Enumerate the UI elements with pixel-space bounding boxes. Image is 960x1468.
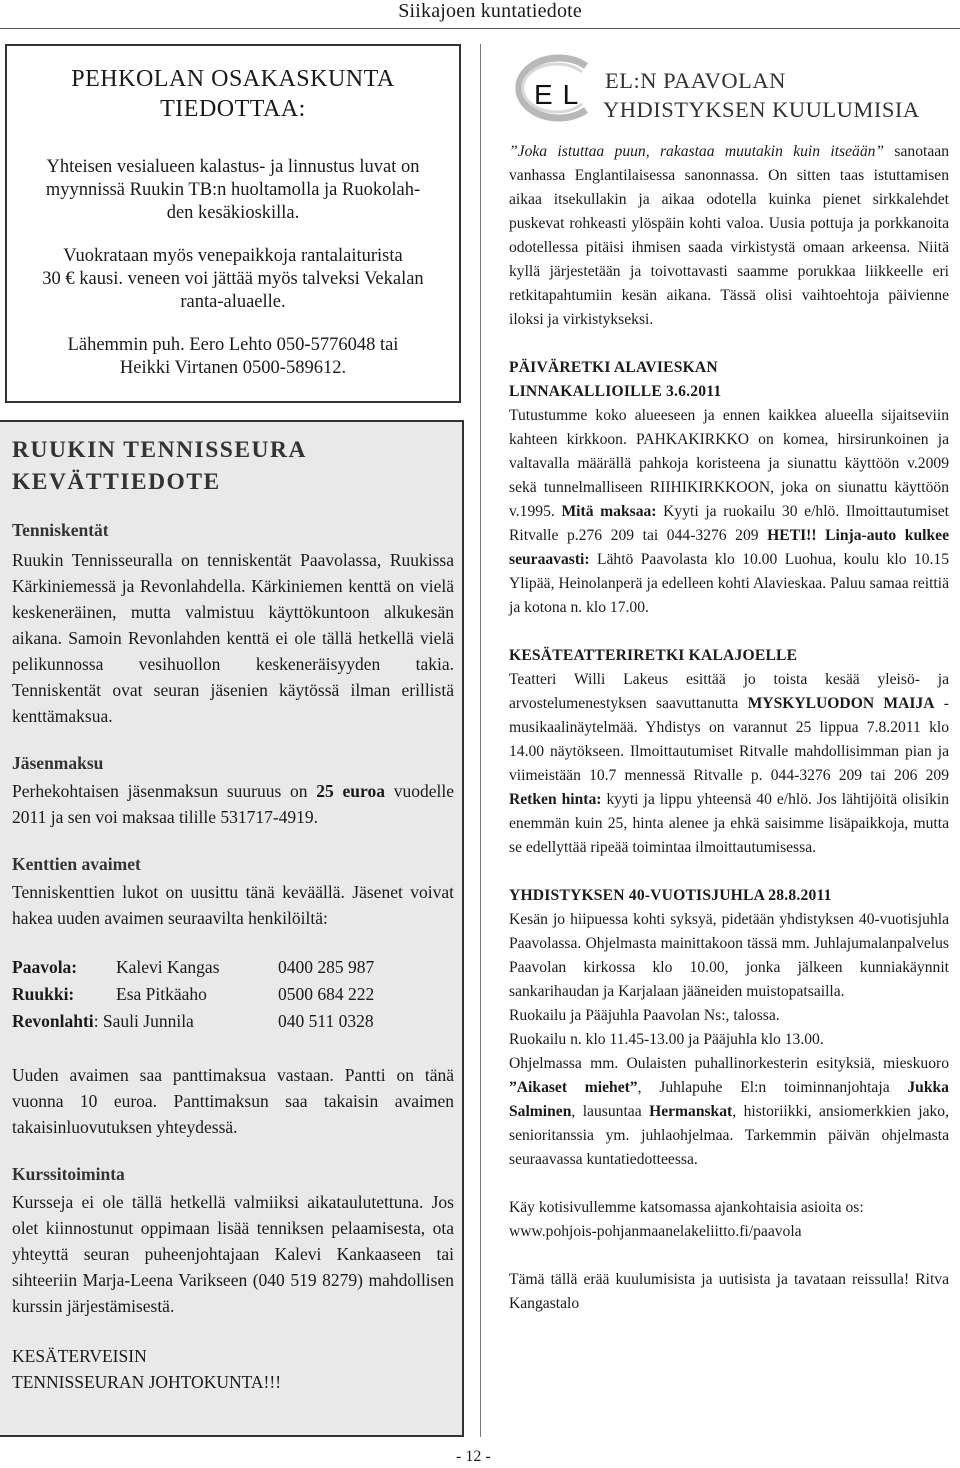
section-heading-membership: Jäsenmaksu — [12, 753, 104, 773]
key-person: Kalevi Kangas — [116, 957, 220, 977]
el-title — [603, 66, 920, 124]
bold-span: ”Aikaset miehet” — [509, 1079, 638, 1096]
text-line: Käy kotisivullemme katsomassa ajankohtaisia asioita os: — [509, 1199, 864, 1216]
text-span: Teatteri Willi Lakeus esittää jo toista kesää yleisö- ja arvostelumenestyksen saavuttanutta — [509, 671, 949, 712]
text-line: Vuokrataan myös venepaikkoja rantalaiturista — [63, 246, 403, 266]
section-heading-courses: Kurssitoiminta — [12, 1164, 125, 1184]
website-note — [509, 1196, 949, 1244]
text-line: Heikki Virtanen 0500-589612. — [119, 358, 347, 378]
text-line: TENNISSEURAN JOHTOKUNTA!!! — [12, 1372, 282, 1392]
el-column — [509, 140, 949, 1316]
el-logo-text: EL — [534, 79, 589, 110]
key-person: Esa Pitkäaho — [116, 984, 207, 1004]
bold-span: MYSKYLUODON MAIJA — [747, 695, 935, 712]
publication-title: Siikajoen kuntatiedote — [398, 0, 582, 22]
key-phone: 0500 684 222 — [278, 984, 375, 1004]
text-span: Ohjelmassa mm. Oulaisten puhallinorkesterin esityksiä, mieskuoro — [509, 1055, 949, 1072]
text-span: , Juhlapuhe El:n toiminnanjohtaja — [637, 1079, 908, 1096]
el-title-line1: EL:N PAAVOLAN — [605, 68, 786, 93]
tennis-closing — [12, 1343, 454, 1395]
text-span: sanotaan vanhassa Englantilaisessa sanonnassa. On sitten taas istuttamisen aikaa itsekullakin ja aikaa odotella kuinka pienet sirkkalehdet puskevat rohkeasti ylöspäin kohti valoa. Uusia pottuja ja porkkanoita odotellessa pitäisi ihmisen saada virkistystä omaan arkeensa. Niitä kyllä järjestetään ja toivottavasti saamme porukkaa liikkeelle eri retkitapahtumiin kesän aikana. Tässä olisi vaihtoehtoja päivienne iloksi ja virkistykseksi. — [509, 143, 949, 328]
bold-span: Jukka Salminen — [509, 1079, 949, 1120]
text-span: Tutustumme koko alueeseen ja ennen kaikkea alueella sijaitseviin kahteen kirkkoon. PAHKAKIRKKO on komea, hirsirunkoinen ja valtavalla määrällä pahkoja koristeena ja siunattu käyttöön v.2009 sekä tunnelmalliseen RIIHIKIRKKOON, joka on siunattu käyttöön v.1995. — [509, 407, 949, 520]
heading-anniversary: YHDISTYKSEN 40-VUOTISJUHLA 28.8.2011 — [509, 887, 832, 904]
table-row — [12, 957, 374, 984]
page-number: - 12 - — [456, 1448, 491, 1465]
bold-span: Hermanskat — [649, 1103, 733, 1120]
theatre-trip-text — [509, 668, 949, 860]
section-text-courts: Ruukin Tennisseuralla on tenniskentät Paavolassa, Ruukissa Kärkiniemessä ja Revonlahdella. Kärkiniemen kenttä on vielä keskeneräinen, mutta valmistuu käyttökuntoon alkukesän aikana. Samoin Revonlahden kenttä ei ole tällä hetkellä vielä pelikunnossa vesihuollon keskeneräisyyden takia. Tenniskentät ovat seuran jäsenien käytössä ilman erillistä kenttämaksua. — [12, 550, 454, 726]
text-line: 30 € kausi. veneen voi jättää myös talveksi Vekalan — [42, 269, 424, 289]
column-divider — [480, 44, 481, 1437]
text-line: den kesäkioskilla. — [166, 203, 300, 223]
text-line: myynnissä Ruukin TB:n huoltamolla ja Ruokolah- — [45, 180, 421, 200]
key-phone: 040 511 0328 — [278, 1011, 374, 1031]
key-place-person — [12, 1011, 278, 1038]
el-logo-graphic — [508, 48, 598, 128]
pehkola-title — [7, 64, 459, 124]
key-place: Paavola: — [12, 957, 78, 977]
el-logo — [508, 48, 598, 128]
bold-span: Mitä maksaa: — [561, 503, 657, 520]
table-row — [12, 1011, 374, 1038]
text-span: Lähtö Paavolasta klo 10.00 Luohua, koulu klo 10.15 Ylipää, Heinolanperä ja edelleen kohti Alavieskaa. Paluu samaa reittiä ja kotona n. klo 17.00. — [509, 551, 949, 616]
pehkola-contact — [7, 334, 459, 380]
table-row — [12, 984, 374, 1011]
anniversary-text-2: Ruokailu ja Pääjuhla Paavolan Ns:, talossa. — [509, 1007, 780, 1024]
text-span: , historiikki, ansiomerkkien jako, senioritanssia ym. juhlaohjelmaa. Tarkemmin päivän ohjelmasta seuraavassa kuntatiedotteessa. — [509, 1103, 949, 1168]
section-heading-keys: Kenttien avaimet — [12, 854, 141, 874]
tennis-title — [12, 434, 454, 498]
key-person: : Sauli Junnila — [93, 1011, 194, 1031]
text-line: KESÄTERVEISIN — [12, 1346, 147, 1366]
bold-span: HETI!! Linja-auto kulkee seuraavasti: — [509, 527, 949, 568]
text-span: vuodelle 2011 ja sen voi maksaa tilille 531717-4919. — [12, 781, 455, 827]
text-span: -musikaalinäytelmää. Yhdistys on varannut 25 lippua 7.8.2011 klo 14.00 näytökseen. Ilmoittautumiset Ritvalle mahdollisimman pian ja viimeistään 10.7 mennessä Ritvalle p. 044-3276 209 tai 206 209 — [509, 695, 949, 784]
key-place: Ruukki: — [12, 984, 75, 1004]
pehkola-paragraph-2 — [7, 245, 459, 314]
bold-span: Retken hinta: — [509, 791, 602, 808]
tennis-notice-box — [0, 420, 464, 1437]
text-span: kyyti ja lippu yhteensä 40 e/hlö. Jos lähtijöitä olisikin enemmän kuin 25, hinta alenee ja ehkä saisimme lisäpaikkoja, mutta se edellyttää ripeää toimintaa ilmoittautumisessa. — [509, 791, 949, 856]
tennis-title-line2: KEVÄTTIEDOTE — [12, 469, 221, 495]
text-line: LINNAKALLIOILLE 3.6.2011 — [509, 383, 722, 400]
anniversary-text-3: Ruokailu n. klo 11.45-13.00 ja Pääjuhla klo 13.00. — [509, 1031, 824, 1048]
text-span: Perhekohtaisen jäsenmaksun suuruus on — [12, 781, 317, 801]
website-url[interactable]: www.pohjois-pohjanmaanelakeliitto.fi/paavola — [509, 1223, 802, 1240]
tennis-title-line1: RUUKIN TENNISSEURA — [12, 437, 307, 463]
heading-theatre-trip: KESÄTEATTERIRETKI KALAJOELLE — [509, 647, 798, 664]
el-title-line2: YHDISTYKSEN KUULUMISIA — [603, 97, 920, 122]
section-text-deposit: Uuden avaimen saa panttimaksua vastaan. Pantti on tänä vuonna 10 euroa. Panttimaksun saa takaisin avaimen takaisinluovutuksen yhteydessä. — [12, 1065, 454, 1137]
text-line: PÄIVÄRETKI ALAVIESKAN — [509, 359, 718, 376]
pehkola-title-line2: TIEDOTTAA: — [160, 96, 306, 122]
pehkola-title-line1: PEHKOLAN OSAKASKUNTA — [71, 66, 395, 92]
text-line: Yhteisen vesialueen kalastus- ja linnustus luvat on — [46, 157, 420, 177]
text-line: Lähemmin puh. Eero Lehto 050-5776048 tai — [67, 335, 399, 355]
el-intro — [509, 140, 949, 332]
anniversary-text-1: Kesän jo hiipuessa kohti syksyä, pidetään yhdistyksen 40-vuotisjuhla Paavolassa. Ohjelmasta mainittakoon tässä mm. Juhlajumalanpalvelus Paavolan kirkossa klo 10.00, jonka jälkeen kunniakäynnit sankarihaudan ja Karjalaan jääneiden muistopatsailla. — [509, 911, 949, 1000]
intro-quote: ”Joka istuttaa puun, rakastaa muutakin kuin itseään” — [509, 143, 885, 160]
section-text-membership — [12, 778, 454, 830]
el-closing: Tämä tällä erää kuulumisista ja uutisista ja tavataan reissulla! Ritva Kangastalo — [509, 1271, 949, 1312]
text-span: Kyyti ja ruokailu 30 e/hlö. Ilmoittautumiset Ritvalle p.276 209 tai 044-3276 209 — [509, 503, 949, 544]
day-trip-text — [509, 404, 949, 620]
section-text-courses: Kursseja ei ole tällä hetkellä valmiiksi aikataulutettuna. Jos olet kiinnostunut oppimaan lisää tenniksen pelaamisesta, ota yhteyttä seuran puheenjohtajaan Kalevi Kankaaseen tai sihteeriin Marja-Leena Varikseen (040 519 8279) mahdollisen kurssin järjestämisestä. — [12, 1192, 454, 1316]
key-phone: 0400 285 987 — [278, 957, 375, 977]
pehkola-paragraph-1 — [7, 156, 459, 225]
text-span: , lausuntaa — [571, 1103, 650, 1120]
key-place: Revonlahti — [12, 1011, 94, 1031]
membership-fee: 25 euroa — [316, 781, 385, 801]
section-text-keys: Tenniskenttien lukot on uusittu tänä keväällä. Jäsenet voivat hakea uuden avaimen seuraavilta henkilöiltä: — [12, 882, 454, 928]
anniversary-text-4 — [509, 1052, 949, 1172]
key-holders-table — [12, 957, 374, 1038]
pehkola-notice-box — [5, 44, 461, 403]
heading-day-trip — [509, 356, 949, 404]
page-header — [0, 0, 960, 28]
section-heading-courts: Tenniskentät — [12, 520, 109, 540]
text-line: ranta-aluaelle. — [180, 292, 286, 312]
header-rule — [0, 28, 960, 29]
